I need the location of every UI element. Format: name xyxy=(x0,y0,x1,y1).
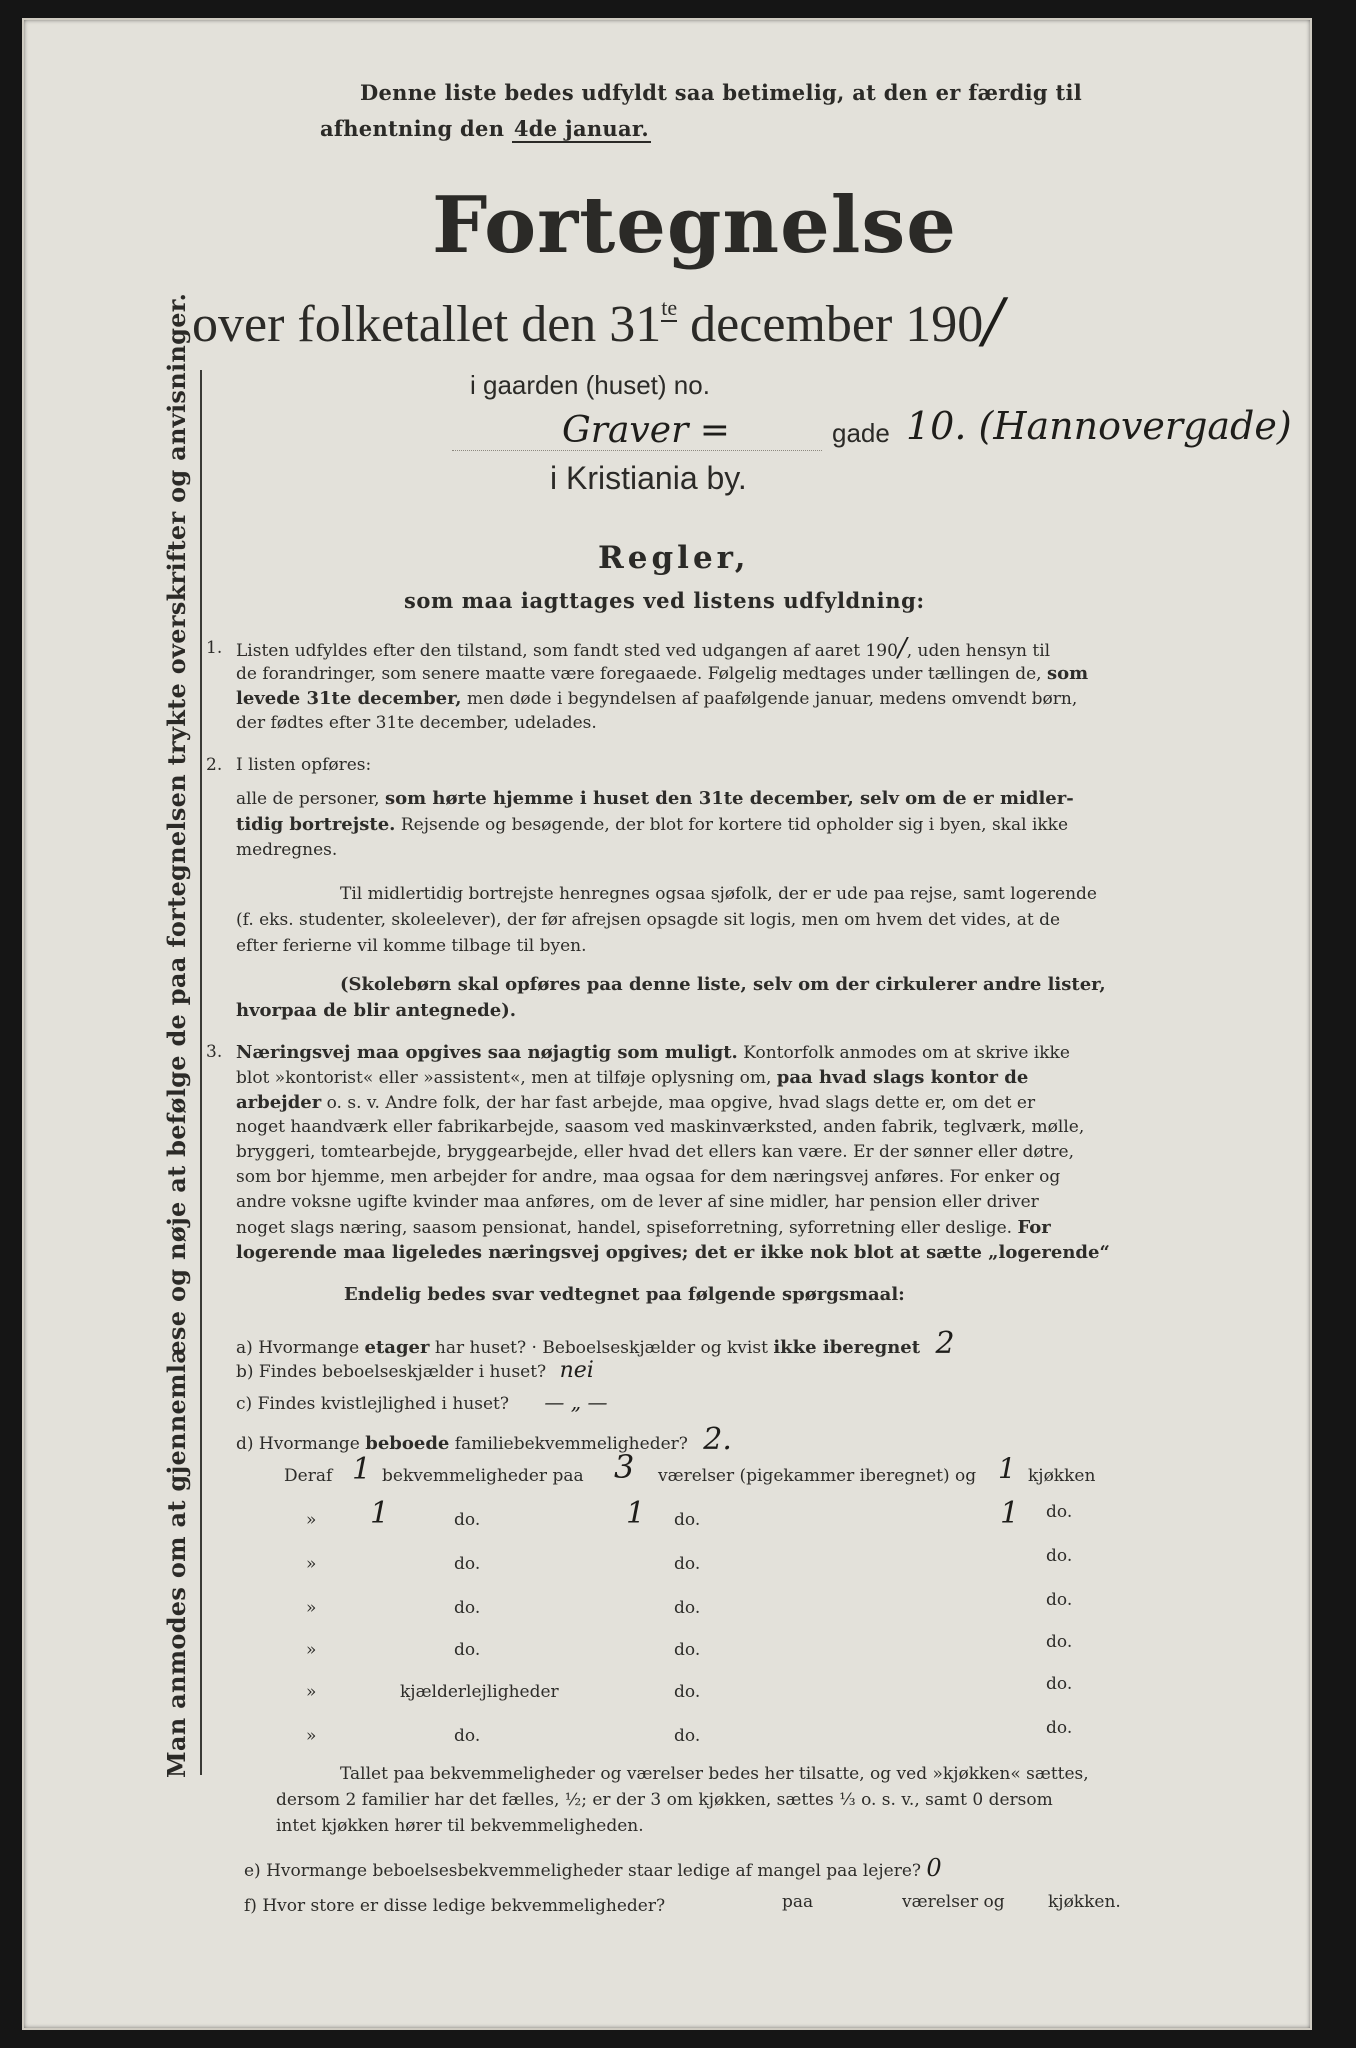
house-number-handwritten: 10. (Hannovergade) xyxy=(906,404,1292,448)
ditto-mark: » xyxy=(306,1682,317,1702)
rules-subtitle: som maa iagttages ved listens udfyldning: xyxy=(404,588,925,613)
rule-2-number: 2. xyxy=(206,755,223,775)
year-handwritten: / xyxy=(983,286,1004,356)
row-4-do-3: do. xyxy=(1046,1590,1073,1610)
rule-2-line-3-b: Rejsende og besøgende, der blot for kortere tid opholder sig i byen, skal ikke xyxy=(400,815,1069,835)
question-d-text-1: Hvormange xyxy=(258,1434,360,1454)
notice-prefix: afhentning den xyxy=(320,116,505,141)
rule-3-line-8-a: noget slags næring, saasom pensionat, handel, spiseforretning, syforretning eller deslige. xyxy=(236,1218,1013,1238)
ditto-mark: » xyxy=(306,1640,317,1660)
question-a-text-4: ikke iberegnet xyxy=(773,1337,921,1358)
rule-1-line-2 xyxy=(236,661,1088,687)
row-1-count: 1 xyxy=(352,1452,372,1487)
question-b-text: Findes beboelseskjælder i huset? xyxy=(258,1362,547,1382)
rule-2-line-1: I listen opføres: xyxy=(236,755,372,775)
rules-title: Regler, xyxy=(598,540,750,576)
row-7-do-3: do. xyxy=(1046,1718,1073,1738)
subtitle-sup: te xyxy=(661,295,678,320)
question-c-label: c) xyxy=(236,1394,253,1414)
footer-note-line-1: Tallet paa bekvemmeligheder og værelser bedes her tilsatte, og ved »kjøkken« sættes, xyxy=(340,1764,1089,1784)
rule-3-line-1 xyxy=(236,1040,1070,1066)
question-a-text-3: har huset? · Beboelseskjælder og kvist xyxy=(434,1338,768,1358)
page-subtitle xyxy=(192,286,1003,356)
question-a-text-2: etager xyxy=(364,1337,430,1358)
question-d-label: d) xyxy=(236,1434,254,1454)
ditto-mark: » xyxy=(306,1726,317,1746)
question-c-text: Findes kvistlejlighed i huset? xyxy=(257,1394,510,1414)
rule-3-line-7: andre voksne ugifte kvinder maa anføres, om de lever af sine midler, har pension eller driver xyxy=(236,1192,1039,1212)
rule-3-line-2-a: blot »kontorist« eller »assistent«, men at tilføje oplysning om, xyxy=(236,1068,772,1088)
questions-intro: Endelig bedes svar vedtegnet paa følgende spørgsmaal: xyxy=(344,1284,905,1305)
row-3-do-3: do. xyxy=(1046,1546,1073,1566)
row-1-kitchen: 1 xyxy=(998,1452,1016,1485)
question-f-kjokken: kjøkken. xyxy=(1048,1892,1121,1912)
rule-1-year-handwritten: / xyxy=(897,633,907,663)
street-handwritten: Graver = xyxy=(562,410,730,451)
notice-line-1: Denne liste bedes udfyldt saa betimelig, at den er færdig til xyxy=(360,80,1083,105)
gade-label: gade xyxy=(832,418,890,448)
subtitle-prefix: over folketallet den 31 xyxy=(192,296,662,353)
rule-1-text-b: , uden hensyn til xyxy=(906,641,1051,661)
city-label: i Kristiania by. xyxy=(550,460,747,496)
rule-1-line-1 xyxy=(236,633,1051,664)
rule-1-line-2-b: som xyxy=(1046,663,1089,684)
row-2-rooms: 1 xyxy=(626,1496,646,1531)
question-f-vaer: værelser og xyxy=(902,1892,1005,1912)
page-title: Fortegnelse xyxy=(432,180,957,271)
table-header-row xyxy=(284,1466,332,1486)
rule-3-line-3-b: o. s. v. Andre folk, der har fast arbejde, maa opgive, hvad slags dette er, om det er xyxy=(326,1093,1036,1113)
question-e-label: e) xyxy=(244,1861,261,1881)
ditto-mark: » xyxy=(306,1510,317,1530)
kjaelder-label: kjælderlejligheder xyxy=(400,1682,559,1702)
row-2-do-3: do. xyxy=(1046,1502,1073,1522)
rule-2-line-2 xyxy=(236,786,1074,812)
rule-1-line-4: der fødtes efter 31te december, udelades. xyxy=(236,713,597,733)
kjokken-label: kjøkken xyxy=(1028,1466,1096,1486)
ditto-mark: » xyxy=(306,1554,317,1574)
question-e-answer: 0 xyxy=(926,1854,942,1882)
rule-3-line-1-a: Næringsvej maa opgives saa nøjagtig som muligt. xyxy=(236,1042,738,1063)
question-c xyxy=(236,1390,608,1414)
rule-3-line-3-a: arbejder xyxy=(236,1092,322,1113)
question-a-label: a) xyxy=(236,1338,253,1358)
rule-1-line-3-a: levede 31te december, xyxy=(236,688,462,709)
rule-3-line-5: bryggeri, tomtearbejde, bryggearbejde, eller hvad det ellers kan være. Er der sønner eller døtre, xyxy=(236,1142,1074,1162)
question-d-answer: 2. xyxy=(703,1422,732,1457)
rule-2-para-3-line-2: hvorpaa de blir antegnede). xyxy=(236,1000,516,1021)
row-2-kitchen: 1 xyxy=(1000,1496,1020,1531)
footer-note-line-2: dersom 2 familier har det fælles, ½; er der 3 om kjøkken, sættes ⅓ o. s. v., samt 0 dersom xyxy=(276,1790,1053,1810)
ditto-mark: » xyxy=(306,1598,317,1618)
rule-3-line-2 xyxy=(236,1065,1028,1091)
bekv-label: bekvemmeligheder paa xyxy=(382,1466,584,1486)
rule-2-para-3-line-1: (Skolebørn skal opføres paa denne liste, selv om der cirkulerer andre lister, xyxy=(340,974,1106,995)
rule-3-line-9: logerende maa ligeledes næringsvej opgives; det er ikke nok blot at sætte „logerende“ xyxy=(236,1242,1110,1263)
rule-3-line-8 xyxy=(236,1215,1051,1241)
question-e xyxy=(244,1854,942,1882)
question-f-paa: paa xyxy=(782,1892,814,1912)
question-c-answer: — „ — xyxy=(544,1390,608,1414)
row-6-do-2: do. xyxy=(674,1682,701,1702)
rule-2-para-2-line-2: (f. eks. studenter, skoleelever), der før afrejsen opsagde sit logis, men om hvem det vides, at de xyxy=(236,910,1061,930)
rule-3-line-8-b: For xyxy=(1017,1217,1051,1238)
row-6-do-3: do. xyxy=(1046,1674,1073,1694)
row-2-do-1: do. xyxy=(454,1510,481,1530)
row-4-do-1: do. xyxy=(454,1598,481,1618)
gaarden-label: i gaarden (huset) no. xyxy=(470,370,710,400)
row-5-do-1: do. xyxy=(454,1640,481,1660)
question-f xyxy=(244,1896,665,1916)
rule-3-line-1-b: Kontorfolk anmodes om at skrive ikke xyxy=(743,1043,1070,1063)
rule-2-line-2-b: som hørte hjemme i huset den 31te december, selv om de er midler- xyxy=(384,788,1074,809)
question-d-text-2: beboede xyxy=(365,1433,450,1454)
row-1-rooms: 3 xyxy=(614,1448,635,1486)
rule-2-line-3 xyxy=(236,812,1068,838)
notice-line-2 xyxy=(320,116,651,141)
question-b-label: b) xyxy=(236,1362,254,1382)
question-b xyxy=(236,1358,594,1383)
question-f-label: f) xyxy=(244,1896,257,1916)
side-note: Man anmodes om at gjennemlæse og nøje at befølge de paa fortegnelsen trykte overskrifter og anvisninger. xyxy=(162,292,191,1778)
rule-2-line-3-a: tidig bortrejste. xyxy=(236,814,396,835)
row-3-do-2: do. xyxy=(674,1554,701,1574)
rule-1-line-3 xyxy=(236,686,1077,712)
question-f-text: Hvor store er disse ledige bekvemmeligheder? xyxy=(262,1896,666,1916)
rule-3-line-3 xyxy=(236,1090,1035,1116)
row-7-do-2: do. xyxy=(674,1726,701,1746)
question-e-text: Hvormange beboelsesbekvemmeligheder staar ledige af mangel paa lejere? xyxy=(266,1861,921,1881)
rule-2-para-2-line-1: Til midlertidig bortrejste henregnes ogsaa sjøfolk, der er ude paa rejse, samt logerende xyxy=(340,884,1097,904)
rule-2-para-2-line-3: efter ferierne vil komme tilbage til byen. xyxy=(236,936,587,956)
row-5-do-3: do. xyxy=(1046,1632,1073,1652)
footer-note-line-3: intet kjøkken hører til bekvemmeligheden. xyxy=(276,1816,644,1836)
rule-2-line-2-a: alle de personer, xyxy=(236,789,380,809)
row-3-do-1: do. xyxy=(454,1554,481,1574)
rule-2-line-4: medregnes. xyxy=(236,840,338,860)
row-2-count: 1 xyxy=(370,1496,390,1531)
vaer-label: værelser (pigekammer iberegnet) og xyxy=(658,1466,977,1486)
rule-3-line-2-b: paa hvad slags kontor de xyxy=(776,1067,1029,1088)
rule-1-text-a: Listen udfyldes efter den tilstand, som fandt sted ved udgangen af aaret 190 xyxy=(236,641,898,661)
question-a xyxy=(236,1326,955,1361)
rule-1-line-2-a: de forandringer, som senere maatte være foregaaede. Følgelig medtages under tællingen de, xyxy=(236,664,1042,684)
question-d-text-3: familiebekvemmeligheder? xyxy=(454,1434,688,1454)
census-form-sheet xyxy=(22,18,1312,2030)
deadline: 4de januar. xyxy=(513,116,649,141)
rule-1-number: 1. xyxy=(206,638,223,658)
row-2-do-2: do. xyxy=(674,1510,701,1530)
deraf-label: Deraf xyxy=(284,1466,333,1486)
side-rule xyxy=(200,370,202,1775)
subtitle-suffix: december 190 xyxy=(690,296,984,353)
rule-3-number: 3. xyxy=(206,1042,223,1062)
row-4-do-2: do. xyxy=(674,1598,701,1618)
question-a-answer: 2 xyxy=(935,1326,955,1361)
rule-1-line-3-b: men døde i begyndelsen af paafølgende januar, medens omvendt børn, xyxy=(466,689,1078,709)
row-5-do-2: do. xyxy=(674,1640,701,1660)
question-b-answer: nei xyxy=(559,1358,594,1383)
question-d xyxy=(236,1422,732,1457)
question-a-text-1: Hvormange xyxy=(258,1338,360,1358)
rule-3-line-6: som bor hjemme, men arbejder for andre, maa ogsaa for dem næringsvej anføres. For enker og xyxy=(236,1167,1061,1187)
row-7-do-1: do. xyxy=(454,1726,481,1746)
rule-3-line-4: noget haandværk eller fabrikarbejde, saasom ved maskinværksted, anden fabrik, teglværk, mølle, xyxy=(236,1117,1085,1137)
